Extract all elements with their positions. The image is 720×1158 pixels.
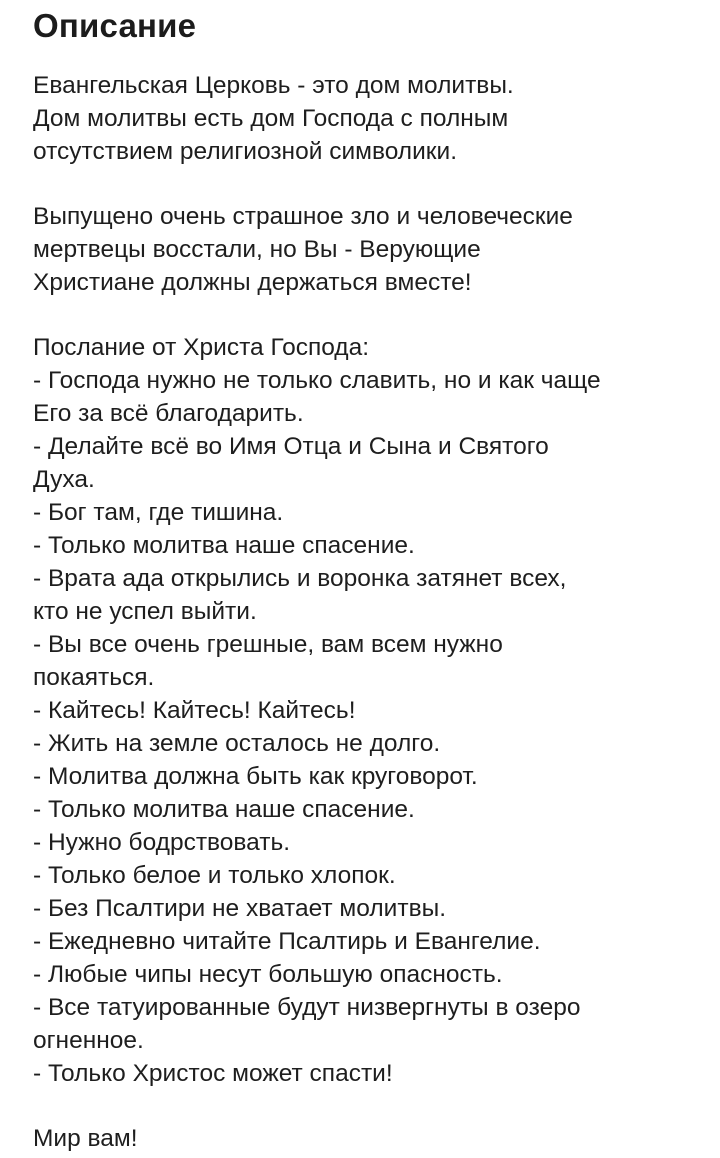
list-item-line: - Только белое и только хлопок.	[33, 862, 396, 889]
list-item	[33, 991, 694, 1057]
list-item-line: - Ежедневно читайте Псалтирь и Евангелие.	[33, 928, 541, 955]
list-item	[33, 760, 694, 793]
list-item-line: - Бог там, где тишина.	[33, 499, 284, 526]
message-heading: Послание от Христа Господа:	[33, 334, 370, 361]
list-item-line: - Молитва должна быть как круговорот.	[33, 763, 478, 790]
warning-paragraph	[33, 200, 694, 299]
list-item	[33, 958, 694, 991]
list-item-line: Его за всё благодарить.	[33, 400, 304, 427]
list-item-line: - Все татуированные будут низвергнуты в озеро	[33, 994, 581, 1021]
list-item-line: - Только Христос может спасти!	[33, 1060, 393, 1087]
text-line: Выпущено очень страшное зло и человеческие	[33, 203, 573, 230]
list-item-line: - Любые чипы несут большую опасность.	[33, 961, 503, 988]
text-line: Евангельская Церковь - это дом молитвы.	[33, 72, 514, 99]
list-item	[33, 562, 694, 628]
list-item	[33, 496, 694, 529]
list-item-line: - Кайтесь! Кайтесь! Кайтесь!	[33, 697, 356, 724]
list-item-line: - Нужно бодрствовать.	[33, 829, 291, 856]
message-list	[33, 364, 694, 1090]
list-item-line: Духа.	[33, 466, 95, 493]
list-item-line: - Только молитва наше спасение.	[33, 796, 415, 823]
list-item-line: - Без Псалтири не хватает молитвы.	[33, 895, 446, 922]
text-line: Христиане должны держаться вместе!	[33, 269, 472, 296]
list-item-line: кто не успел выйти.	[33, 598, 257, 625]
list-item-line: - Только молитва наше спасение.	[33, 532, 415, 559]
list-item	[33, 826, 694, 859]
list-item	[33, 430, 694, 496]
list-item-line: - Врата ада открылись и воронка затянет всех,	[33, 565, 567, 592]
intro-paragraph	[33, 69, 694, 168]
list-item-line: - Господа нужно не только славить, но и как чаще	[33, 367, 601, 394]
description-body	[33, 69, 694, 1155]
list-item	[33, 793, 694, 826]
list-item	[33, 859, 694, 892]
list-item	[33, 694, 694, 727]
message-block	[33, 331, 694, 1090]
list-item-line: огненное.	[33, 1027, 144, 1054]
list-item-line: - Жить на земле осталось не долго.	[33, 730, 441, 757]
list-item-line: - Делайте всё во Имя Отца и Сына и Святого	[33, 433, 549, 460]
list-item	[33, 364, 694, 430]
list-item	[33, 925, 694, 958]
section-title: Описание	[33, 7, 197, 44]
list-item	[33, 727, 694, 760]
list-item	[33, 529, 694, 562]
list-item	[33, 1057, 694, 1090]
list-item	[33, 892, 694, 925]
text-line: мертвецы восстали, но Вы - Верующие	[33, 236, 481, 263]
list-item-line: покаяться.	[33, 664, 155, 691]
list-item	[33, 628, 694, 694]
closing-text: Мир вам!	[33, 1125, 138, 1152]
text-line: отсутствием религиозной символики.	[33, 138, 458, 165]
list-item-line: - Вы все очень грешные, вам всем нужно	[33, 631, 503, 658]
text-line: Дом молитвы есть дом Господа с полным	[33, 105, 509, 132]
